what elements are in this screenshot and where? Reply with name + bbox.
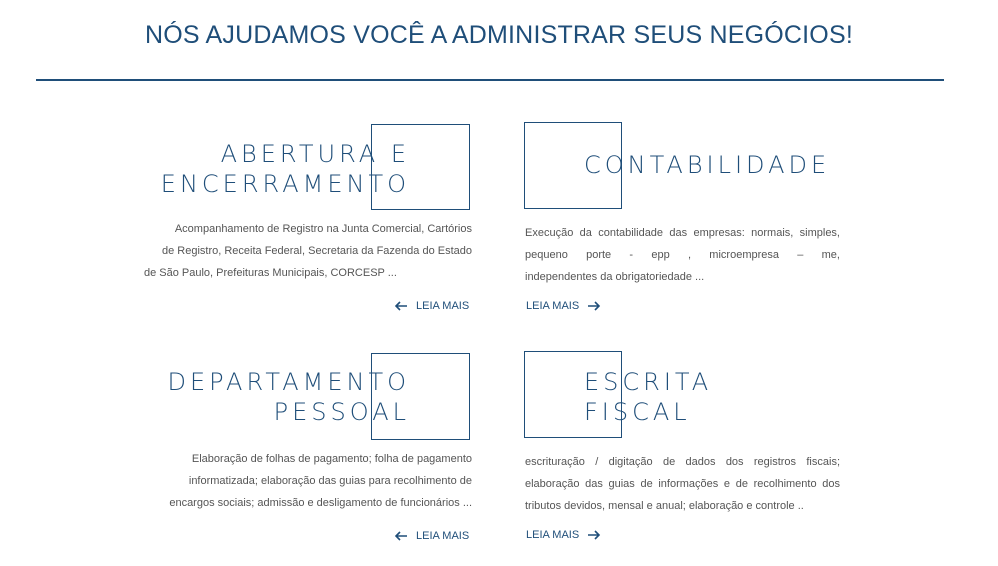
escrita-fiscal-desc-line3: tributos devidos, mensal e anual; elaboração e controle .. — [525, 500, 804, 512]
contabilidade-read-more-link[interactable] — [526, 300, 601, 312]
abertura-description — [130, 218, 472, 284]
escrita-fiscal-title-line1: ESCRITA — [584, 368, 713, 396]
arrow-right-icon — [587, 301, 601, 311]
escrita-fiscal-title — [584, 367, 712, 427]
contabilidade-title — [584, 150, 830, 180]
escrita-fiscal-desc-line2: elaboração das guias de informações e de recolhimento dos — [525, 478, 840, 490]
contabilidade-desc-line1: Execução da contabilidade das empresas: normais, simples, — [525, 227, 840, 239]
escrita-fiscal-read-more-link[interactable] — [526, 529, 601, 541]
escrita-fiscal-description — [525, 451, 840, 517]
contabilidade-desc-line2: pequeno porte - epp , microempresa – me, — [525, 249, 840, 261]
headline-divider — [36, 79, 944, 81]
abertura-title-line1: ABERTURA E — [220, 140, 410, 168]
escrita-fiscal-desc-line1: escrituração / digitação de dados dos registros fiscais; — [525, 456, 840, 468]
page-headline: NÓS AJUDAMOS VOCÊ A ADMINISTRAR SEUS NEGÓCIOS! — [145, 21, 853, 49]
departamento-read-more-link[interactable] — [394, 530, 469, 542]
abertura-title-line2: ENCERRAMENTO — [160, 170, 410, 198]
abertura-title — [150, 139, 410, 199]
abertura-read-more-link[interactable] — [394, 300, 469, 312]
departamento-desc-line2: informatizada; elaboração das guias para recolhimento de — [188, 475, 472, 487]
abertura-desc-line3: de São Paulo, Prefeituras Municipais, CORCESP ... — [144, 267, 397, 279]
arrow-left-icon — [394, 301, 408, 311]
arrow-left-icon — [394, 531, 408, 541]
escrita-fiscal-read-more-label: LEIA MAIS — [526, 529, 580, 541]
departamento-title-line2: PESSOAL — [273, 398, 410, 426]
abertura-desc-line2: de Registro, Receita Federal, Secretaria da Fazenda do Estado — [161, 245, 472, 257]
escrita-fiscal-title-line2: FISCAL — [584, 398, 691, 426]
contabilidade-description — [525, 222, 840, 288]
departamento-title — [150, 367, 410, 427]
departamento-description — [130, 448, 472, 514]
departamento-desc-line3: encargos sociais; admissão e desligamento de funcionários ... — [169, 497, 472, 509]
abertura-read-more-label: LEIA MAIS — [416, 300, 470, 312]
departamento-title-line1: DEPARTAMENTO — [167, 368, 410, 396]
departamento-read-more-label: LEIA MAIS — [416, 530, 470, 542]
abertura-desc-line1: Acompanhamento de Registro na Junta Comercial, Cartórios — [174, 223, 472, 235]
contabilidade-desc-line3: independentes da obrigatoriedade ... — [525, 271, 705, 283]
contabilidade-read-more-label: LEIA MAIS — [526, 300, 580, 312]
contabilidade-title-line1: CONTABILIDADE — [584, 151, 831, 179]
arrow-right-icon — [587, 530, 601, 540]
departamento-desc-line1: Elaboração de folhas de pagamento; folha de pagamento — [191, 453, 472, 465]
